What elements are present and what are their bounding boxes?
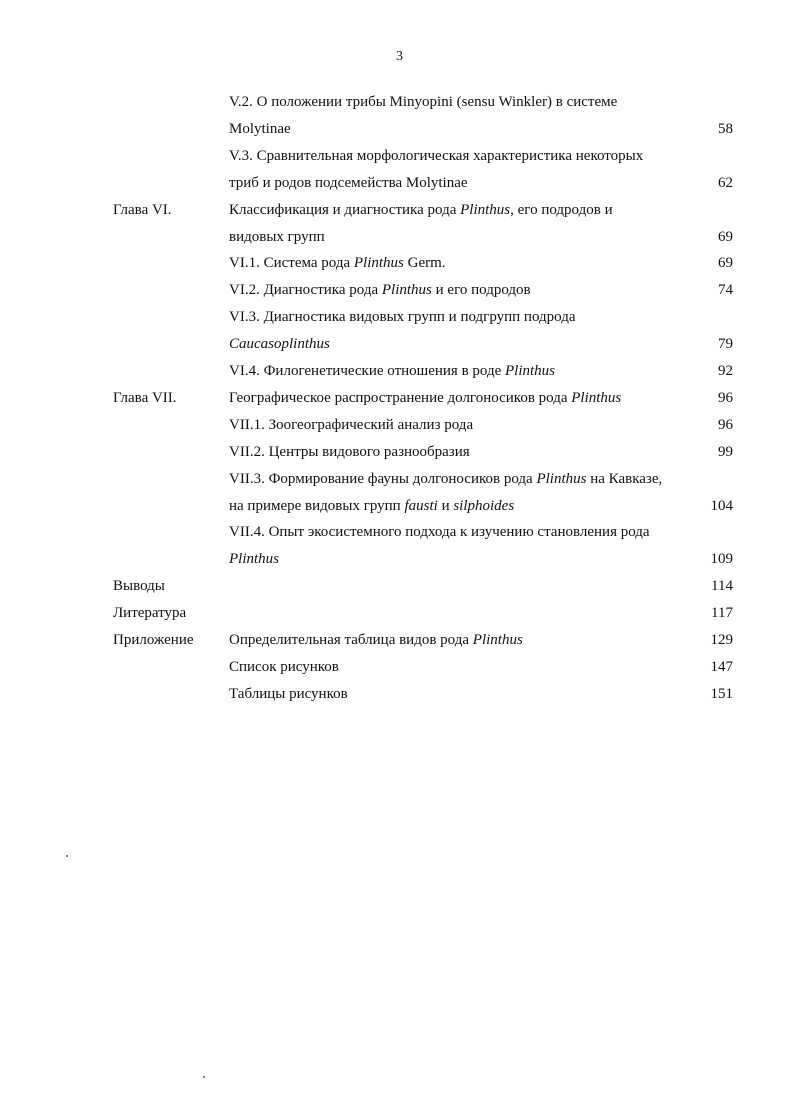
text-segment: и <box>437 498 454 514</box>
toc-chapter-label: Приложение <box>113 632 194 648</box>
toc-page-number: 99 <box>718 444 733 460</box>
text-segment: Таблицы рисунков <box>229 686 348 702</box>
toc-page-number: 147 <box>710 659 733 675</box>
toc-entry-text <box>229 361 555 381</box>
page-number: 3 <box>396 49 403 64</box>
italic-segment: Plinthus <box>229 551 280 567</box>
toc-page-number: 96 <box>718 417 733 433</box>
text-segment: Классификация и диагностика рода <box>229 202 461 218</box>
toc-page-number: 69 <box>718 255 733 271</box>
text-segment: VI.2. Диагностика рода <box>229 282 382 298</box>
toc-entry-text <box>229 200 613 220</box>
toc-entry-text <box>229 146 643 166</box>
toc-entry-text <box>229 657 339 677</box>
toc-line <box>0 92 799 112</box>
text-segment: Географическое распространение долгоносиков рода <box>229 390 572 406</box>
text-segment: на Кавказе, <box>586 471 663 487</box>
toc-line <box>0 576 799 596</box>
italic-segment: silphoides <box>453 498 515 514</box>
toc-line <box>0 630 799 650</box>
toc-page-number: 104 <box>710 498 733 514</box>
toc-chapter-label: Глава VI. <box>113 202 172 218</box>
toc-page-number: 58 <box>718 121 733 137</box>
text-segment: VII.2. Центры видового разнообразия <box>229 444 470 460</box>
scan-speck <box>66 855 68 857</box>
text-segment: VI.4. Филогенетические отношения в роде <box>229 363 506 379</box>
toc-chapter-label: Выводы <box>113 578 165 594</box>
toc-line <box>0 684 799 704</box>
text-segment: на примере видовых групп <box>229 498 405 514</box>
toc-line <box>0 334 799 354</box>
toc-page-number: 109 <box>710 551 733 567</box>
text-segment: V.2. О положении трибы Minyopini (sensu Winkler) в системе <box>229 94 618 110</box>
toc-entry-text <box>229 442 470 462</box>
toc-line <box>0 549 799 569</box>
text-segment: Germ. <box>403 255 446 271</box>
toc-page-number: 79 <box>718 336 733 352</box>
toc-page-number: 151 <box>710 686 733 702</box>
toc-entry-text <box>229 92 617 112</box>
toc-line <box>0 119 799 139</box>
text-segment: VI.3. Диагностика видовых групп и подгрупп подрода <box>229 309 576 325</box>
text-segment: VII.1. Зоогеографический анализ рода <box>229 417 474 433</box>
italic-segment: Plinthus <box>472 632 523 648</box>
toc-line <box>0 522 799 542</box>
toc-page-number: 114 <box>711 578 733 594</box>
toc-line <box>0 415 799 435</box>
scan-speck <box>203 1076 205 1078</box>
toc-line <box>0 227 799 247</box>
toc-entry-text <box>229 415 473 435</box>
toc-line <box>0 361 799 381</box>
toc-chapter-label: Литература <box>113 605 187 621</box>
toc-line <box>0 496 799 516</box>
toc-line <box>0 388 799 408</box>
italic-segment: Plinthus <box>353 255 404 271</box>
toc-entry-text <box>229 684 348 704</box>
toc-line <box>0 253 799 273</box>
toc-page-number: 74 <box>718 282 733 298</box>
toc-entry-text <box>229 227 325 247</box>
text-segment: видовых групп <box>229 229 325 245</box>
text-segment: V.3. Сравнительная морфологическая характеристика некоторых <box>229 148 644 164</box>
italic-segment: Plinthus <box>381 282 432 298</box>
italic-segment: fausti <box>404 498 438 514</box>
text-segment: , его подродов и <box>510 202 613 218</box>
italic-segment: Plinthus <box>536 471 587 487</box>
text-segment: и его подродов <box>431 282 531 298</box>
text-segment: Определительная таблица видов рода <box>229 632 473 648</box>
toc-line <box>0 307 799 327</box>
text-segment: VII.3. Формирование фауны долгоносиков рода <box>229 471 537 487</box>
toc-entry-text <box>229 388 621 408</box>
toc-line <box>0 280 799 300</box>
toc-entry-text <box>229 469 662 489</box>
toc-entry-text <box>229 280 531 300</box>
toc-entry-text <box>229 334 330 354</box>
toc-line <box>0 200 799 220</box>
toc-line <box>0 657 799 677</box>
toc-page-number: 62 <box>718 175 733 191</box>
toc-entry-text <box>229 522 650 542</box>
toc-entry-text <box>229 549 279 569</box>
text-segment: Molytinae <box>229 121 291 137</box>
toc-entry-text <box>229 630 523 650</box>
toc-line <box>0 442 799 462</box>
toc-entry-text <box>229 307 576 327</box>
text-segment: VII.4. Опыт экосистемного подхода к изучению становления рода <box>229 524 650 540</box>
toc-page-number: 96 <box>718 390 733 406</box>
toc-entry-text <box>229 119 291 139</box>
toc-page-number: 69 <box>718 229 733 245</box>
text-segment: VI.1. Система рода <box>229 255 354 271</box>
toc-line <box>0 603 799 623</box>
toc-page-number: 92 <box>718 363 733 379</box>
toc-line <box>0 469 799 489</box>
toc-line <box>0 146 799 166</box>
italic-segment: Caucasoplinthus <box>229 336 330 352</box>
toc-page-number: 117 <box>711 605 733 621</box>
toc-page-number: 129 <box>710 632 733 648</box>
italic-segment: Plinthus <box>571 390 622 406</box>
text-segment: Список рисунков <box>229 659 339 675</box>
italic-segment: Plinthus <box>460 202 511 218</box>
toc-chapter-label: Глава VII. <box>113 390 177 406</box>
toc-entry-text <box>229 173 468 193</box>
toc-line <box>0 173 799 193</box>
toc-entry-text <box>229 253 446 273</box>
italic-segment: Plinthus <box>505 363 556 379</box>
toc-entry-text <box>229 496 514 516</box>
text-segment: триб и родов подсемейства Molytinae <box>229 175 468 191</box>
